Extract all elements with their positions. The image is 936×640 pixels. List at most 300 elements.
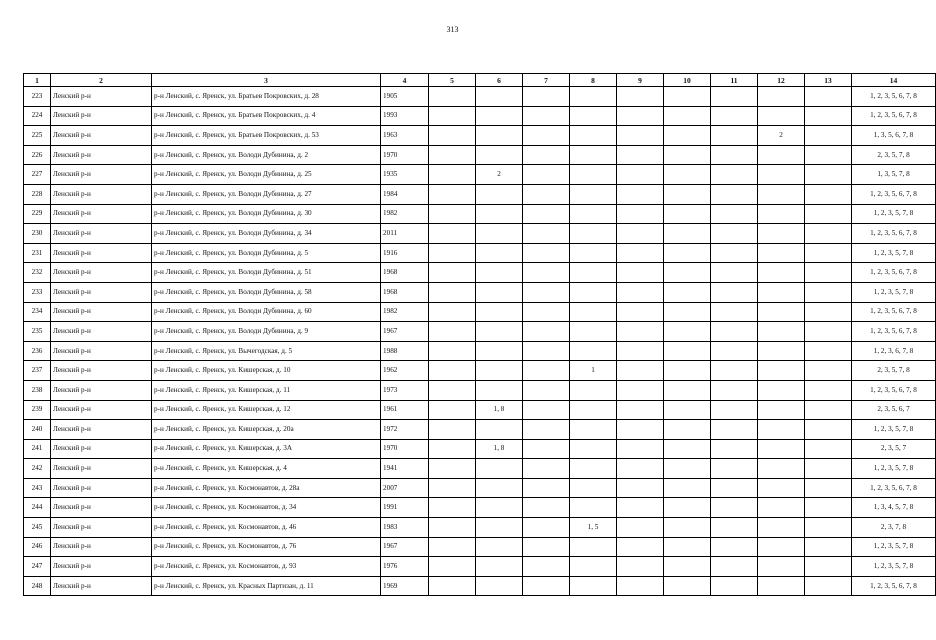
- codes-cell: 1, 2, 3, 5, 7, 8: [852, 282, 936, 302]
- value-cell: [570, 87, 617, 107]
- district-cell: Ленский р-н: [51, 361, 152, 381]
- value-cell: [711, 400, 758, 420]
- value-cell: [617, 498, 664, 518]
- value-cell: [429, 126, 476, 146]
- table-row: [24, 184, 936, 204]
- address-cell: р-н Ленский, с. Яренск, ул. Космонавтов, д. 76: [152, 537, 381, 557]
- address-cell: р-н Ленский, с. Яренск, ул. Володи Дубинина, д. 25: [152, 165, 381, 185]
- value-cell: [617, 204, 664, 224]
- codes-cell: 2, 3, 7, 8: [852, 518, 936, 538]
- district-cell: Ленский р-н: [51, 243, 152, 263]
- value-cell: [570, 224, 617, 244]
- row-number: 223: [24, 87, 51, 107]
- row-number: 227: [24, 165, 51, 185]
- year-cell: 2011: [381, 224, 429, 244]
- value-cell: [758, 380, 805, 400]
- value-cell: [805, 498, 852, 518]
- district-cell: Ленский р-н: [51, 537, 152, 557]
- value-cell: [711, 439, 758, 459]
- codes-cell: 1, 3, 4, 5, 7, 8: [852, 498, 936, 518]
- value-cell: [711, 263, 758, 283]
- value-cell: [523, 557, 570, 577]
- address-cell: р-н Ленский, с. Яренск, ул. Володи Дубинина, д. 58: [152, 282, 381, 302]
- value-cell: [617, 224, 664, 244]
- row-number: 235: [24, 322, 51, 342]
- value-cell: [664, 204, 711, 224]
- year-cell: 1916: [381, 243, 429, 263]
- address-cell: р-н Ленский, с. Яренск, ул. Володи Дубинина, д. 27: [152, 184, 381, 204]
- row-number: 241: [24, 439, 51, 459]
- value-cell: [758, 518, 805, 538]
- year-cell: 1976: [381, 557, 429, 577]
- row-number: 231: [24, 243, 51, 263]
- value-cell: [805, 243, 852, 263]
- district-cell: Ленский р-н: [51, 165, 152, 185]
- address-cell: р-н Ленский, с. Яренск, ул. Володи Дубинина, д. 9: [152, 322, 381, 342]
- value-cell: [664, 302, 711, 322]
- value-cell: [758, 263, 805, 283]
- value-cell: [758, 400, 805, 420]
- table-row: [24, 341, 936, 361]
- district-cell: Ленский р-н: [51, 439, 152, 459]
- value-cell: [711, 361, 758, 381]
- address-cell: р-н Ленский, с. Яренск, ул. Космонавтов, д. 34: [152, 498, 381, 518]
- value-cell: [476, 106, 523, 126]
- value-cell: [805, 145, 852, 165]
- value-cell: [664, 459, 711, 479]
- codes-cell: 1, 2, 3, 5, 7, 8: [852, 204, 936, 224]
- codes-cell: 2, 3, 5, 7, 8: [852, 145, 936, 165]
- value-cell: [617, 478, 664, 498]
- value-cell: [523, 537, 570, 557]
- year-cell: 1970: [381, 145, 429, 165]
- column-header: 5: [429, 74, 476, 87]
- value-cell: [617, 165, 664, 185]
- value-cell: [476, 263, 523, 283]
- table-row: [24, 322, 936, 342]
- value-cell: [476, 145, 523, 165]
- value-cell: [805, 282, 852, 302]
- value-cell: 1, 5: [570, 518, 617, 538]
- value-cell: [758, 106, 805, 126]
- value-cell: [617, 518, 664, 538]
- value-cell: [711, 537, 758, 557]
- value-cell: [805, 302, 852, 322]
- district-cell: Ленский р-н: [51, 145, 152, 165]
- codes-cell: 1, 3, 5, 7, 8: [852, 165, 936, 185]
- value-cell: [617, 302, 664, 322]
- value-cell: 1, 8: [476, 439, 523, 459]
- value-cell: [664, 165, 711, 185]
- value-cell: [711, 302, 758, 322]
- codes-cell: 1, 2, 3, 5, 6, 7, 8: [852, 380, 936, 400]
- value-cell: [805, 537, 852, 557]
- table-row: [24, 518, 936, 538]
- district-cell: Ленский р-н: [51, 204, 152, 224]
- column-header: 12: [758, 74, 805, 87]
- value-cell: [476, 184, 523, 204]
- value-cell: [758, 243, 805, 263]
- address-cell: р-н Ленский, с. Яренск, ул. Кишерская, д. 11: [152, 380, 381, 400]
- table-row: [24, 302, 936, 322]
- value-cell: [570, 380, 617, 400]
- codes-cell: 1, 2, 3, 5, 6, 7, 8: [852, 478, 936, 498]
- value-cell: [570, 243, 617, 263]
- value-cell: [523, 380, 570, 400]
- row-number: 244: [24, 498, 51, 518]
- value-cell: [429, 204, 476, 224]
- value-cell: [429, 165, 476, 185]
- value-cell: [523, 498, 570, 518]
- table-row: [24, 478, 936, 498]
- value-cell: [664, 420, 711, 440]
- value-cell: [570, 204, 617, 224]
- value-cell: 1: [570, 361, 617, 381]
- value-cell: [758, 224, 805, 244]
- value-cell: [570, 322, 617, 342]
- table-row: [24, 557, 936, 577]
- value-cell: [664, 322, 711, 342]
- table-row: [24, 145, 936, 165]
- value-cell: [523, 400, 570, 420]
- value-cell: [617, 361, 664, 381]
- value-cell: [664, 439, 711, 459]
- registry-table: [23, 73, 936, 596]
- row-number: 226: [24, 145, 51, 165]
- codes-cell: 1, 2, 3, 5, 6, 7, 8: [852, 322, 936, 342]
- value-cell: [664, 576, 711, 596]
- value-cell: [523, 204, 570, 224]
- value-cell: [429, 106, 476, 126]
- codes-cell: 1, 2, 3, 5, 7, 8: [852, 243, 936, 263]
- value-cell: [429, 459, 476, 479]
- year-cell: 1970: [381, 439, 429, 459]
- address-cell: р-н Ленский, с. Яренск, ул. Вычегодская, д. 5: [152, 341, 381, 361]
- value-cell: [523, 439, 570, 459]
- value-cell: [570, 400, 617, 420]
- value-cell: [429, 420, 476, 440]
- value-cell: [523, 184, 570, 204]
- table-row: [24, 400, 936, 420]
- value-cell: [476, 243, 523, 263]
- address-cell: р-н Ленский, с. Яренск, ул. Космонавтов, д. 46: [152, 518, 381, 538]
- codes-cell: 1, 2, 3, 5, 6, 7, 8: [852, 106, 936, 126]
- value-cell: [664, 243, 711, 263]
- year-cell: 1967: [381, 537, 429, 557]
- value-cell: [617, 400, 664, 420]
- value-cell: [476, 87, 523, 107]
- value-cell: [664, 380, 711, 400]
- table-row: [24, 439, 936, 459]
- value-cell: [570, 106, 617, 126]
- value-cell: [570, 478, 617, 498]
- value-cell: [711, 420, 758, 440]
- district-cell: Ленский р-н: [51, 518, 152, 538]
- value-cell: [664, 361, 711, 381]
- year-cell: 1935: [381, 165, 429, 185]
- value-cell: [617, 420, 664, 440]
- value-cell: [805, 87, 852, 107]
- value-cell: [523, 302, 570, 322]
- value-cell: [711, 145, 758, 165]
- value-cell: [758, 341, 805, 361]
- address-cell: р-н Ленский, с. Яренск, ул. Космонавтов, д. 93: [152, 557, 381, 577]
- value-cell: [617, 322, 664, 342]
- table-row: [24, 498, 936, 518]
- value-cell: [570, 537, 617, 557]
- row-number: 242: [24, 459, 51, 479]
- district-cell: Ленский р-н: [51, 341, 152, 361]
- value-cell: [523, 459, 570, 479]
- value-cell: [523, 478, 570, 498]
- value-cell: [617, 439, 664, 459]
- address-cell: р-н Ленский, с. Яренск, ул. Кишерская, д. 3А: [152, 439, 381, 459]
- codes-cell: 2, 3, 5, 7, 8: [852, 361, 936, 381]
- value-cell: [758, 361, 805, 381]
- district-cell: Ленский р-н: [51, 478, 152, 498]
- value-cell: [429, 400, 476, 420]
- year-cell: 1973: [381, 380, 429, 400]
- address-cell: р-н Ленский, с. Яренск, ул. Красных Партизан, д. 11: [152, 576, 381, 596]
- value-cell: [429, 537, 476, 557]
- codes-cell: 1, 2, 3, 6, 7, 8: [852, 341, 936, 361]
- value-cell: [476, 380, 523, 400]
- value-cell: [476, 322, 523, 342]
- value-cell: [805, 439, 852, 459]
- value-cell: [664, 184, 711, 204]
- value-cell: [429, 184, 476, 204]
- value-cell: [758, 537, 805, 557]
- value-cell: [476, 518, 523, 538]
- codes-cell: 1, 2, 3, 5, 7, 8: [852, 420, 936, 440]
- value-cell: [523, 322, 570, 342]
- value-cell: [711, 322, 758, 342]
- district-cell: Ленский р-н: [51, 184, 152, 204]
- year-cell: 1988: [381, 341, 429, 361]
- value-cell: [570, 420, 617, 440]
- codes-cell: 1, 2, 3, 5, 7, 8: [852, 537, 936, 557]
- table-row: [24, 420, 936, 440]
- value-cell: [617, 184, 664, 204]
- value-cell: [523, 361, 570, 381]
- year-cell: 1941: [381, 459, 429, 479]
- table-row: [24, 87, 936, 107]
- district-cell: Ленский р-н: [51, 106, 152, 126]
- page-number: 313: [446, 25, 459, 34]
- value-cell: [664, 557, 711, 577]
- row-number: 245: [24, 518, 51, 538]
- district-cell: Ленский р-н: [51, 498, 152, 518]
- year-cell: 1984: [381, 184, 429, 204]
- codes-cell: 2, 3, 5, 6, 7: [852, 400, 936, 420]
- row-number: 243: [24, 478, 51, 498]
- value-cell: 1, 8: [476, 400, 523, 420]
- year-cell: 1982: [381, 204, 429, 224]
- year-cell: 1983: [381, 518, 429, 538]
- value-cell: [758, 498, 805, 518]
- value-cell: [617, 341, 664, 361]
- column-header: 10: [664, 74, 711, 87]
- value-cell: [711, 224, 758, 244]
- year-cell: 1905: [381, 87, 429, 107]
- table-body: [24, 87, 936, 596]
- value-cell: [664, 282, 711, 302]
- value-cell: [523, 87, 570, 107]
- value-cell: [805, 518, 852, 538]
- value-cell: [711, 557, 758, 577]
- value-cell: [805, 165, 852, 185]
- value-cell: 2: [758, 126, 805, 146]
- row-number: 246: [24, 537, 51, 557]
- value-cell: [570, 145, 617, 165]
- value-cell: [429, 498, 476, 518]
- year-cell: 1969: [381, 576, 429, 596]
- district-cell: Ленский р-н: [51, 87, 152, 107]
- address-cell: р-н Ленский, с. Яренск, ул. Володи Дубинина, д. 51: [152, 263, 381, 283]
- value-cell: [664, 106, 711, 126]
- table-row: [24, 361, 936, 381]
- value-cell: [617, 537, 664, 557]
- value-cell: [429, 557, 476, 577]
- codes-cell: 1, 2, 3, 5, 6, 7, 8: [852, 184, 936, 204]
- value-cell: [570, 126, 617, 146]
- address-cell: р-н Ленский, с. Яренск, ул. Братьев Покровских, д. 53: [152, 126, 381, 146]
- value-cell: [711, 106, 758, 126]
- value-cell: [805, 224, 852, 244]
- table-row: [24, 224, 936, 244]
- value-cell: [711, 184, 758, 204]
- value-cell: [711, 478, 758, 498]
- row-number: 238: [24, 380, 51, 400]
- value-cell: [617, 126, 664, 146]
- value-cell: [805, 106, 852, 126]
- district-cell: Ленский р-н: [51, 420, 152, 440]
- value-cell: [711, 204, 758, 224]
- table-row: [24, 106, 936, 126]
- value-cell: [429, 322, 476, 342]
- codes-cell: 1, 2, 3, 5, 7, 8: [852, 459, 936, 479]
- value-cell: [429, 87, 476, 107]
- value-cell: [476, 204, 523, 224]
- row-number: 228: [24, 184, 51, 204]
- year-cell: 1968: [381, 263, 429, 283]
- value-cell: [758, 557, 805, 577]
- value-cell: [711, 341, 758, 361]
- value-cell: [664, 537, 711, 557]
- table-row: [24, 165, 936, 185]
- address-cell: р-н Ленский, с. Яренск, ул. Володи Дубинина, д. 30: [152, 204, 381, 224]
- value-cell: [570, 557, 617, 577]
- value-cell: [758, 282, 805, 302]
- row-number: 248: [24, 576, 51, 596]
- year-cell: 1963: [381, 126, 429, 146]
- value-cell: [570, 576, 617, 596]
- value-cell: [758, 204, 805, 224]
- year-cell: 1967: [381, 322, 429, 342]
- value-cell: [476, 341, 523, 361]
- column-header: 9: [617, 74, 664, 87]
- codes-cell: 1, 2, 3, 5, 6, 7, 8: [852, 224, 936, 244]
- year-cell: 1961: [381, 400, 429, 420]
- address-cell: р-н Ленский, с. Яренск, ул. Володи Дубинина, д. 34: [152, 224, 381, 244]
- value-cell: [805, 204, 852, 224]
- value-cell: [476, 576, 523, 596]
- value-cell: [523, 106, 570, 126]
- value-cell: [570, 184, 617, 204]
- value-cell: [429, 478, 476, 498]
- value-cell: [429, 576, 476, 596]
- value-cell: [758, 184, 805, 204]
- value-cell: [617, 557, 664, 577]
- value-cell: [429, 282, 476, 302]
- value-cell: [617, 145, 664, 165]
- value-cell: [570, 282, 617, 302]
- row-number: 234: [24, 302, 51, 322]
- value-cell: [664, 126, 711, 146]
- value-cell: [617, 243, 664, 263]
- value-cell: [523, 576, 570, 596]
- value-cell: [523, 145, 570, 165]
- column-header: 4: [381, 74, 429, 87]
- codes-cell: 2, 3, 5, 7: [852, 439, 936, 459]
- value-cell: 2: [476, 165, 523, 185]
- table-row: [24, 380, 936, 400]
- value-cell: [758, 322, 805, 342]
- value-cell: [805, 557, 852, 577]
- row-number: 236: [24, 341, 51, 361]
- value-cell: [429, 145, 476, 165]
- codes-cell: 1, 2, 3, 5, 6, 7, 8: [852, 302, 936, 322]
- value-cell: [523, 420, 570, 440]
- column-header: 8: [570, 74, 617, 87]
- district-cell: Ленский р-н: [51, 322, 152, 342]
- value-cell: [711, 126, 758, 146]
- row-number: 237: [24, 361, 51, 381]
- value-cell: [476, 478, 523, 498]
- district-cell: Ленский р-н: [51, 576, 152, 596]
- value-cell: [570, 459, 617, 479]
- value-cell: [523, 243, 570, 263]
- value-cell: [429, 361, 476, 381]
- value-cell: [476, 420, 523, 440]
- value-cell: [711, 165, 758, 185]
- value-cell: [805, 576, 852, 596]
- column-header: 1: [24, 74, 51, 87]
- address-cell: р-н Ленский, с. Яренск, ул. Кишерская, д. 12: [152, 400, 381, 420]
- value-cell: [805, 478, 852, 498]
- value-cell: [429, 518, 476, 538]
- value-cell: [429, 224, 476, 244]
- district-cell: Ленский р-н: [51, 380, 152, 400]
- value-cell: [711, 87, 758, 107]
- year-cell: 1993: [381, 106, 429, 126]
- value-cell: [805, 420, 852, 440]
- value-cell: [758, 576, 805, 596]
- row-number: 233: [24, 282, 51, 302]
- row-number: 224: [24, 106, 51, 126]
- district-cell: Ленский р-н: [51, 263, 152, 283]
- address-cell: р-н Ленский, с. Яренск, ул. Братьев Покровских, д. 4: [152, 106, 381, 126]
- row-number: 247: [24, 557, 51, 577]
- value-cell: [711, 518, 758, 538]
- district-cell: Ленский р-н: [51, 459, 152, 479]
- value-cell: [805, 126, 852, 146]
- value-cell: [758, 420, 805, 440]
- value-cell: [664, 224, 711, 244]
- value-cell: [617, 282, 664, 302]
- value-cell: [758, 87, 805, 107]
- value-cell: [664, 87, 711, 107]
